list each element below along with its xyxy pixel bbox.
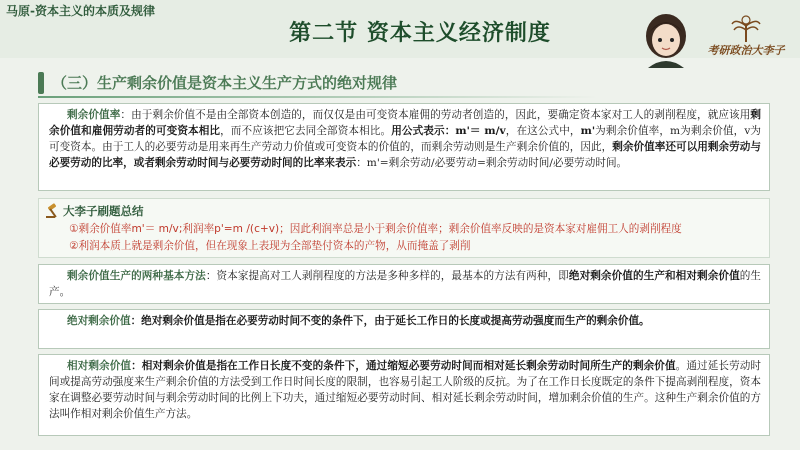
text: 为剩余价值率，m为剩余价值，v为可变资本。由于工人的必要劳动是用来再生产劳动力价值或可变资本的价值的，而剩余劳动则是生产剩余价值的，因此，	[49, 125, 762, 153]
formula: 用公式表示：m'＝ m/v	[391, 125, 506, 137]
page-title: 第二节 资本主义经济制度	[289, 21, 551, 46]
text: ：资本家提高对工人剥削程度的方法是多种多样的，最基本的方法有两种，即	[205, 270, 569, 282]
summary-title: 大李子刷题总结	[63, 204, 144, 218]
term-relative-surplus-value: 相对剩余价值	[67, 360, 132, 372]
text: 的生产。	[49, 270, 762, 298]
emphasis: 剩余价值率还可以用剩余劳动与必要劳动的比率，或者剩余劳动时间与必要劳动时间的比率来表示	[49, 141, 761, 169]
emphasis: 绝对剩余价值的生产和相对剩余价值	[568, 270, 740, 282]
term-surplus-value-rate: 剩余价值率	[67, 109, 121, 121]
summary-box	[38, 198, 770, 258]
logo-text: 考研政治大李子	[707, 44, 785, 57]
term-absolute-surplus-value: 绝对剩余价值	[67, 315, 131, 327]
corner-tag: 马原-资本主义的本质及规律	[6, 4, 155, 18]
gavel-icon	[45, 203, 61, 219]
text: ，在这公式中，	[505, 125, 581, 137]
text: ：由于剩余价值不是由全部资本创造的，而仅仅是由可变资本雇佣的劳动者创造的，因此，要确定资本家对工人的剥削程度，就应该用	[120, 109, 751, 121]
summary-line-1: ①剩余价值率m'＝ m/v;利润率p'=m /(c+v)；因此利润率总是小于剩余价值率；剩余价值率反映的是资本家对雇佣工人的剥削程度	[69, 223, 682, 235]
summary-line-2: ②利润本质上就是剩余价值，但在现象上表现为全部垫付资本的产物，从而掩盖了剥削	[69, 240, 471, 252]
tree-icon	[696, 12, 796, 44]
brand-logo	[696, 12, 796, 62]
text: ：m'=剩余劳动/必要劳动=剩余劳动时间/必要劳动时间。	[356, 157, 628, 169]
emphasis: 剩余价值和雇佣劳动者的可变资本相比	[49, 109, 762, 137]
section-heading: （三）生产剩余价值是资本主义生产方式的绝对规律	[52, 74, 398, 92]
text: ，而不应该把它去同全部资本相比。	[220, 125, 392, 137]
avatar	[638, 10, 694, 68]
emphasis: ：相对剩余价值是指在工作日长度不变的条件下，通过缩短必要劳动时间而相对延长剩余劳动时间所生产的剩余价值	[131, 360, 676, 372]
text: 。通过延长劳动时间或提高劳动强度来生产剩余价值的方法受到工作日时间长度的限制，也容易引起工人阶级的反抗。为了在工作日长度既定的条件下提高剥削程度，资本家在调整必要劳动时间与剩余劳动时间的比例上下功夫，通过缩短必要劳动时间、相对延长剩余劳动时间，增加剩余价值的生产。这种生产剩余价值的方法叫作相对剩余价值生产方法。	[49, 360, 762, 420]
relative-surplus-value-box	[38, 354, 770, 436]
absolute-surplus-value-box	[38, 309, 770, 349]
methods-box	[38, 264, 770, 304]
heading-underline	[38, 96, 598, 98]
surplus-value-rate-box	[38, 103, 770, 191]
heading-marker	[38, 72, 44, 94]
emphasis: ：绝对剩余价值是指在必要劳动时间不变的条件下，由于延长工作日的长度或提高劳动强度而生产的剩余价值。	[130, 315, 650, 327]
term-methods: 剩余价值生产的两种基本方法	[67, 270, 206, 282]
emphasis: m'	[580, 125, 596, 137]
